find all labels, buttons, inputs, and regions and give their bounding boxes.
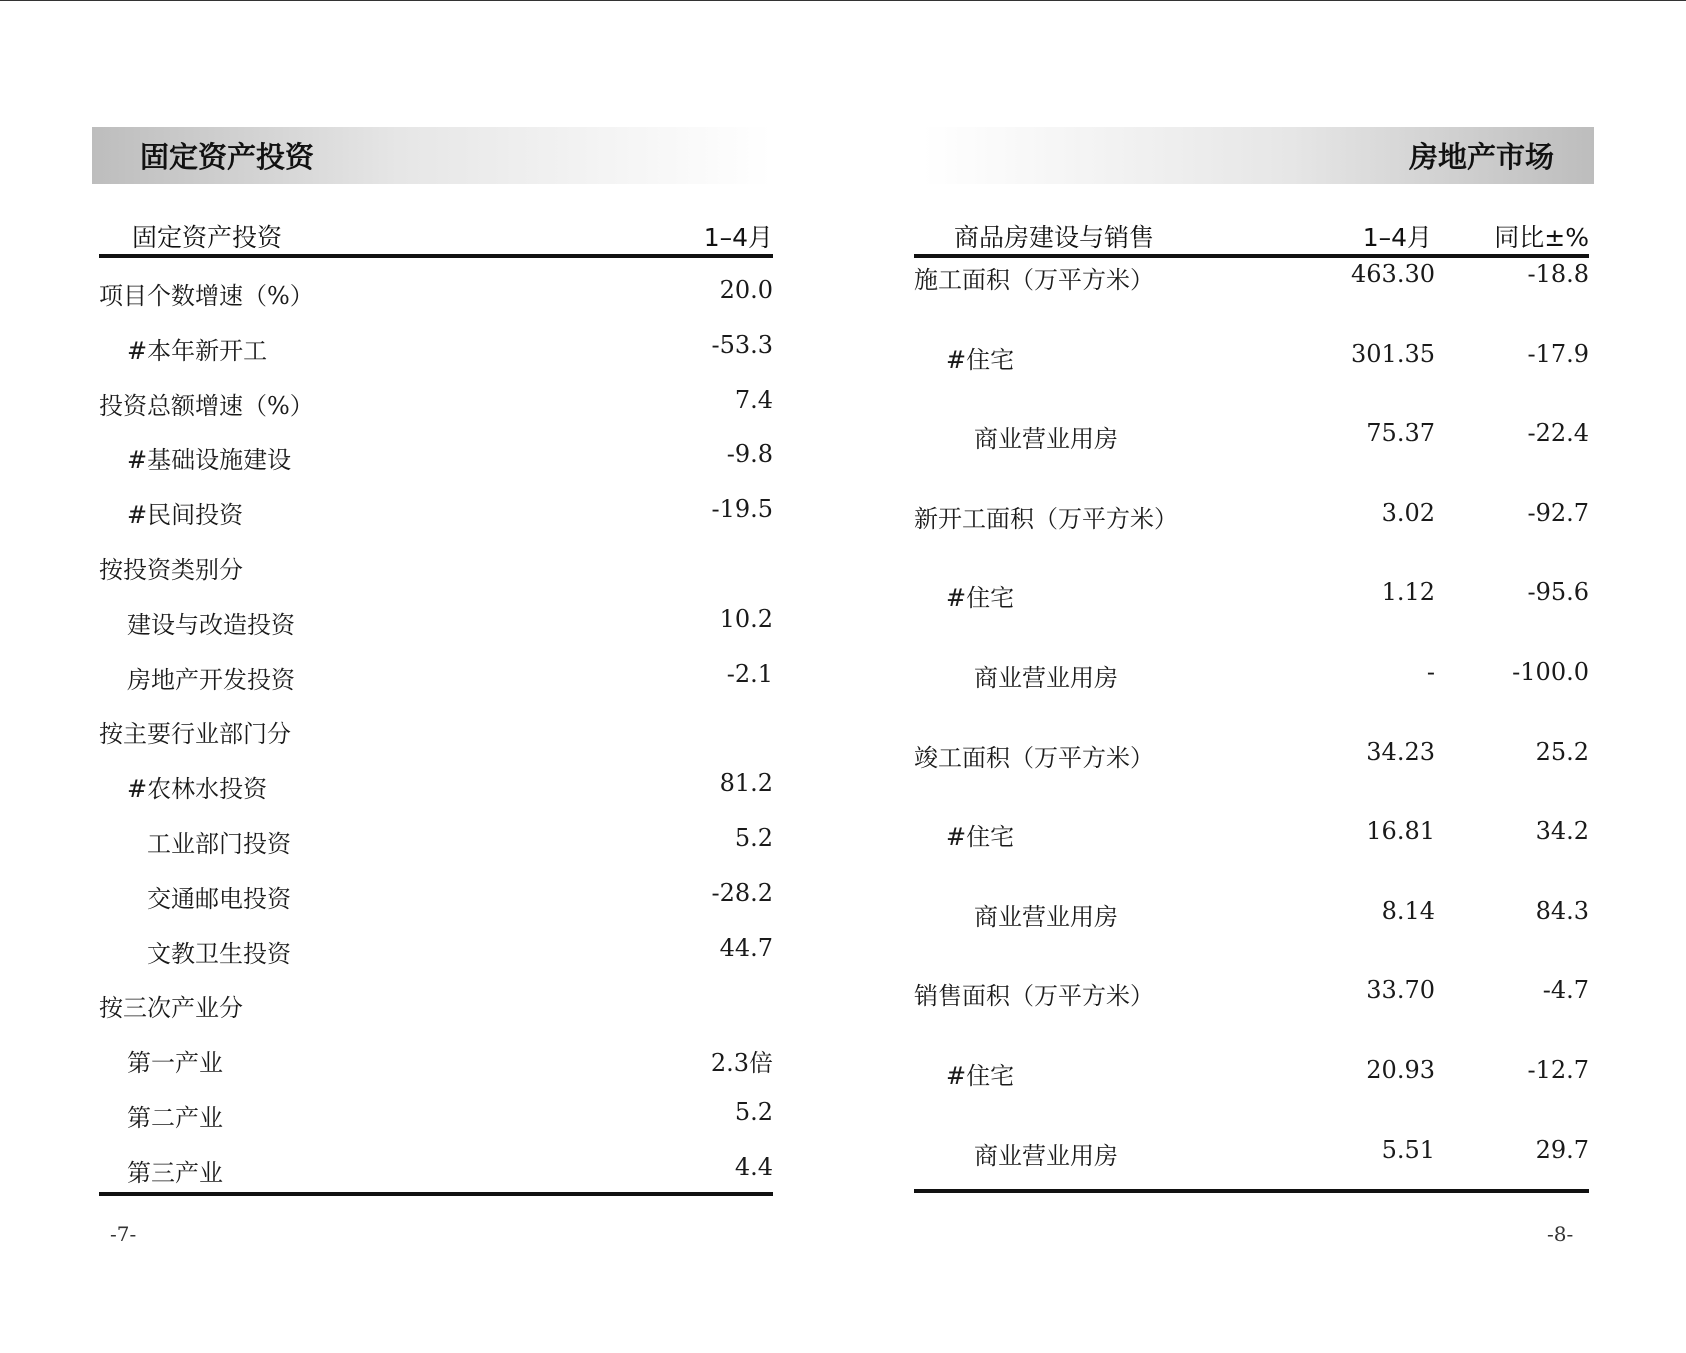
table-row	[99, 924, 773, 979]
row-yoy-change: -4.7	[1542, 976, 1589, 1005]
header-yoy: 同比±%	[1494, 223, 1589, 252]
row-label: 项目个数增速（%）	[99, 282, 314, 310]
table-row	[99, 540, 773, 595]
row-label: 交通邮电投资	[147, 884, 291, 913]
row-value: 7.4	[734, 385, 773, 414]
row-label: 新开工面积（万平方米）	[914, 504, 1178, 533]
table-row	[914, 250, 1589, 330]
row-label: 施工面积（万平方米）	[914, 266, 1154, 294]
row-value: 10.2	[719, 604, 773, 633]
page-number: -7-	[110, 1222, 137, 1246]
row-value: 3.02	[1381, 498, 1435, 527]
table-row	[99, 595, 773, 650]
table-row	[914, 1046, 1589, 1126]
row-value: 1.12	[1381, 578, 1435, 607]
table-row	[914, 728, 1589, 808]
row-yoy-change: 34.2	[1535, 817, 1589, 846]
row-yoy-change: 29.7	[1535, 1135, 1589, 1164]
table-header	[99, 214, 773, 258]
row-label: 投资总额增速（%）	[99, 391, 314, 420]
row-value: 5.51	[1381, 1135, 1435, 1164]
table-row	[99, 321, 773, 376]
row-label: 房地产开发投资	[127, 665, 295, 694]
row-value: -2.1	[726, 659, 773, 688]
header-label: 商品房建设与销售	[954, 223, 1155, 252]
row-value: 5.2	[734, 823, 773, 852]
row-label: 第二产业	[127, 1103, 223, 1132]
investment-table-body	[99, 266, 773, 1198]
row-value: 75.37	[1366, 419, 1435, 448]
table-row	[914, 330, 1589, 410]
table-row	[914, 966, 1589, 1046]
header-period: 1–4月	[1362, 223, 1432, 252]
row-label: 商业营业用房	[974, 902, 1118, 931]
row-label: #基础设施建设	[127, 446, 292, 475]
page-number: -8-	[1547, 1222, 1574, 1246]
row-label: #住宅	[946, 345, 1015, 374]
row-value: 301.35	[1351, 339, 1435, 368]
row-label: 文教卫生投资	[147, 939, 291, 968]
row-value: -9.8	[726, 440, 773, 469]
row-label: #住宅	[946, 823, 1015, 852]
row-value: 463.30	[1351, 260, 1435, 288]
row-label: 商业营业用房	[974, 663, 1118, 692]
row-label: 按投资类别分	[99, 555, 243, 584]
table-row	[914, 1126, 1589, 1206]
table-row	[99, 1088, 773, 1143]
row-value: -19.5	[711, 495, 773, 524]
row-label: #住宅	[946, 1061, 1015, 1090]
row-value: 44.7	[719, 933, 773, 962]
table-row	[99, 759, 773, 814]
banner-title: 固定资产投资	[140, 140, 315, 174]
row-label: 第一产业	[127, 1049, 223, 1078]
row-yoy-change: -22.4	[1527, 419, 1589, 448]
table-row	[914, 409, 1589, 489]
header-label: 固定资产投资	[132, 223, 283, 252]
row-yoy-change: 25.2	[1535, 737, 1589, 766]
table-row	[99, 978, 773, 1033]
real-estate-table-body	[914, 250, 1589, 1205]
row-yoy-change: 84.3	[1535, 896, 1589, 925]
table-row	[914, 887, 1589, 967]
table-row	[99, 376, 773, 431]
row-value: -53.3	[711, 330, 773, 359]
row-yoy-change: -92.7	[1527, 498, 1589, 527]
table-row	[99, 485, 773, 540]
section-banner	[92, 127, 772, 184]
table-bottom-rule	[99, 1192, 773, 1196]
right-page	[843, 0, 1686, 1353]
row-label: 工业部门投资	[147, 829, 291, 858]
row-value: 34.23	[1366, 737, 1435, 766]
table-row	[914, 568, 1589, 648]
table-bottom-rule	[914, 1189, 1589, 1193]
row-yoy-change: -17.9	[1527, 339, 1589, 368]
table-row	[99, 869, 773, 924]
row-yoy-change: -18.8	[1527, 260, 1589, 288]
row-value: 16.81	[1366, 817, 1435, 846]
row-yoy-change: -12.7	[1527, 1055, 1589, 1084]
row-label: #农林水投资	[127, 775, 268, 804]
row-yoy-change: -100.0	[1512, 657, 1589, 686]
table-row	[99, 704, 773, 759]
section-banner	[922, 127, 1594, 184]
table-row	[99, 650, 773, 705]
banner-title: 房地产市场	[1408, 140, 1554, 174]
row-label: 建设与改造投资	[127, 610, 295, 639]
table-row	[914, 489, 1589, 569]
row-label: 按三次产业分	[99, 994, 243, 1023]
row-value: 20.93	[1366, 1055, 1435, 1084]
table-row	[99, 1143, 773, 1198]
row-value: 33.70	[1366, 976, 1435, 1005]
row-value: 8.14	[1381, 896, 1435, 925]
row-label: #住宅	[946, 584, 1015, 613]
row-label: #本年新开工	[127, 336, 268, 365]
row-value: 2.3倍	[710, 1049, 773, 1078]
row-value: 5.2	[734, 1097, 773, 1126]
row-value: 4.4	[734, 1152, 773, 1181]
row-value: 81.2	[719, 769, 773, 798]
row-value: -28.2	[711, 878, 773, 907]
table-row	[914, 807, 1589, 887]
row-value: 20.0	[719, 276, 773, 304]
row-label: 按主要行业部门分	[99, 720, 291, 749]
row-label: 第三产业	[127, 1158, 223, 1187]
row-label: #民间投资	[127, 501, 244, 530]
row-yoy-change: -95.6	[1527, 578, 1589, 607]
header-period: 1–4月	[703, 223, 773, 252]
row-label: 商业营业用房	[974, 1141, 1118, 1170]
table-row	[914, 648, 1589, 728]
row-label: 竣工面积（万平方米）	[914, 743, 1154, 772]
row-value: -	[1426, 657, 1435, 686]
row-label: 商业营业用房	[974, 425, 1118, 454]
table-row	[99, 1033, 773, 1088]
table-row	[99, 430, 773, 485]
table-row	[99, 814, 773, 869]
table-row	[99, 266, 773, 321]
row-label: 销售面积（万平方米）	[914, 982, 1154, 1011]
